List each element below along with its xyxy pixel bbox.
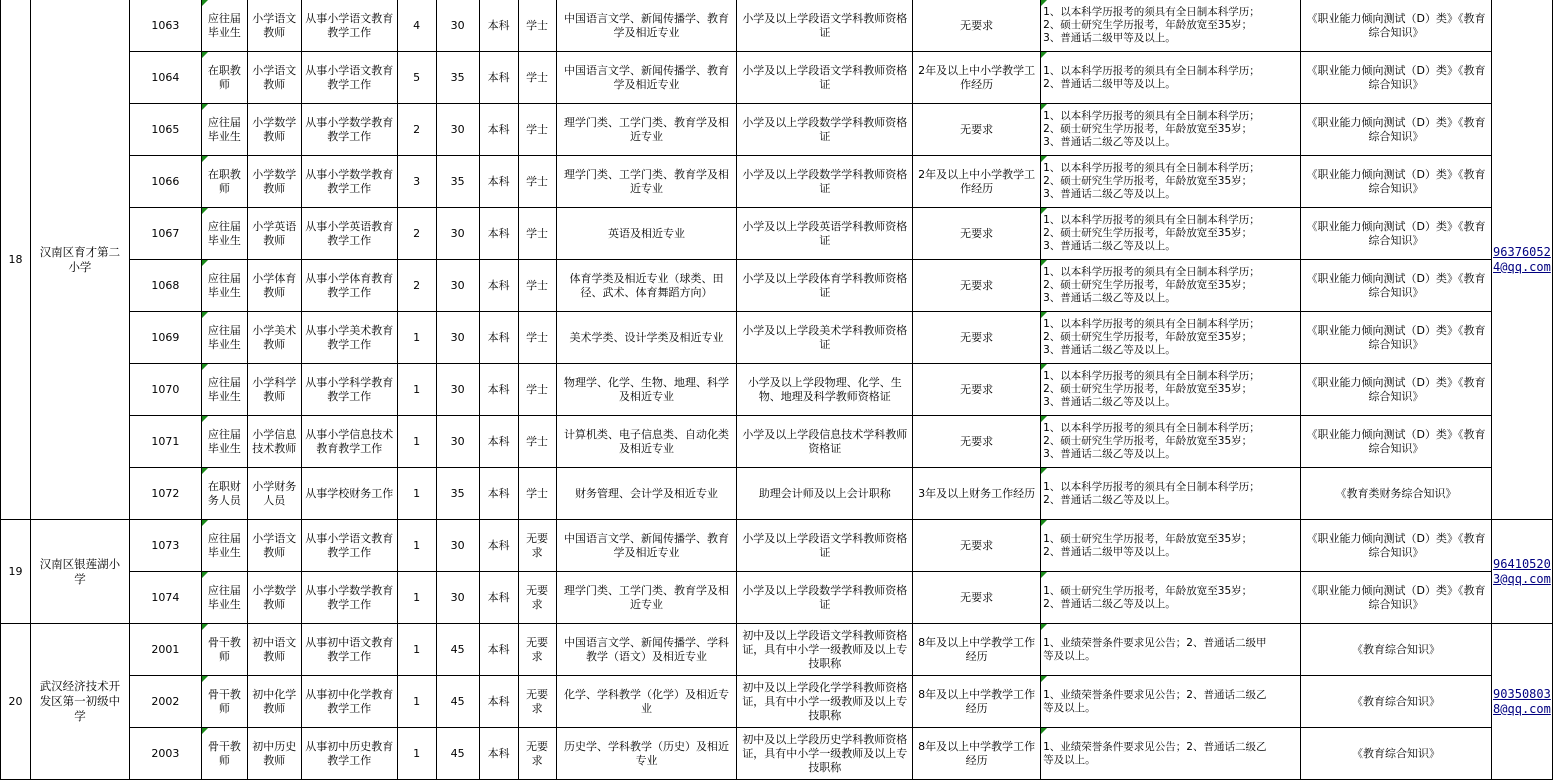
post-name: 小学英语教师 xyxy=(247,208,301,260)
post-name: 小学财务人员 xyxy=(247,468,301,520)
age-limit: 35 xyxy=(436,52,479,104)
requirement-line: 2、普通话二级乙等及以上。 xyxy=(1043,597,1176,610)
post-name: 小学美术教师 xyxy=(247,312,301,364)
post-code: 1065 xyxy=(129,104,201,156)
major-requirement: 英语及相近专业 xyxy=(556,208,737,260)
post-name: 初中历史教师 xyxy=(247,728,301,780)
post-code: 1063 xyxy=(129,0,201,52)
other-requirements xyxy=(1041,624,1301,676)
certificate-requirement: 小学及以上学段物理、化学、生物、地理及科学教师资格证 xyxy=(737,364,913,416)
requirement-line: 2、硕士研究生学历报考，年龄放宽至35岁； xyxy=(1043,175,1253,187)
other-requirements xyxy=(1041,312,1301,364)
post-name: 小学语文教师 xyxy=(247,0,301,52)
exam-subjects: 《职业能力倾向测试（D）类》《教育综合知识》 xyxy=(1301,312,1492,364)
table-row xyxy=(1,156,1553,208)
table-row xyxy=(1,572,1553,624)
table-row xyxy=(1,468,1553,520)
other-requirements xyxy=(1041,468,1301,520)
candidate-type: 应往届毕业生 xyxy=(201,208,247,260)
candidate-type: 在职财务人员 xyxy=(201,468,247,520)
experience-requirement: 无要求 xyxy=(913,104,1041,156)
hiring-count: 1 xyxy=(397,676,436,728)
post-code: 1064 xyxy=(129,52,201,104)
exam-subjects: 《职业能力倾向测试（D）类》《教育综合知识》 xyxy=(1301,260,1492,312)
candidate-type: 应往届毕业生 xyxy=(201,312,247,364)
candidate-type: 应往届毕业生 xyxy=(201,0,247,52)
age-limit: 35 xyxy=(436,156,479,208)
certificate-requirement: 助理会计师及以上会计职称 xyxy=(737,468,913,520)
duty-description: 从事小学数学教育教学工作 xyxy=(301,104,397,156)
exam-subjects: 《职业能力倾向测试（D）类》《教育综合知识》 xyxy=(1301,208,1492,260)
education: 本科 xyxy=(479,520,518,572)
certificate-requirement: 小学及以上学段数学学科教师资格证 xyxy=(737,104,913,156)
contact-email[interactable]: 903508038@qq.com xyxy=(1491,624,1552,780)
other-requirements xyxy=(1041,364,1301,416)
hiring-count: 1 xyxy=(397,468,436,520)
education: 本科 xyxy=(479,364,518,416)
other-requirements xyxy=(1041,156,1301,208)
age-limit: 30 xyxy=(436,312,479,364)
other-requirements xyxy=(1041,0,1301,52)
experience-requirement: 8年及以上中学教学工作经历 xyxy=(913,676,1041,728)
exam-subjects: 《职业能力倾向测试（D）类》《教育综合知识》 xyxy=(1301,572,1492,624)
exam-subjects: 《职业能力倾向测试（D）类》《教育综合知识》 xyxy=(1301,364,1492,416)
requirement-line: 3、普通话二级乙等及以上。 xyxy=(1043,292,1176,304)
post-name: 小学信息技术教师 xyxy=(247,416,301,468)
post-code: 2003 xyxy=(129,728,201,780)
exam-subjects: 《教育综合知识》 xyxy=(1301,728,1492,780)
exam-subjects: 《职业能力倾向测试（D）类》《教育综合知识》 xyxy=(1301,416,1492,468)
requirement-line: 2、硕士研究生学历报考，年龄放宽至35岁； xyxy=(1043,435,1253,447)
post-name: 小学科学教师 xyxy=(247,364,301,416)
certificate-requirement: 小学及以上学段语文学科教师资格证 xyxy=(737,520,913,572)
requirement-line: 2、硕士研究生学历报考，年龄放宽至35岁； xyxy=(1043,19,1253,31)
education: 本科 xyxy=(479,572,518,624)
requirement-line: 2、硕士研究生学历报考，年龄放宽至35岁； xyxy=(1043,227,1253,239)
hiring-count: 2 xyxy=(397,260,436,312)
duty-description: 从事学校财务工作 xyxy=(301,468,397,520)
requirement-line: 1、以本科学历报考的须具有全日制本科学历； xyxy=(1043,64,1260,77)
table-row xyxy=(1,312,1553,364)
post-code: 1067 xyxy=(129,208,201,260)
requirement-line: 2、普通话二级甲等及以上。 xyxy=(1043,77,1176,90)
exam-subjects: 《职业能力倾向测试（D）类》《教育综合知识》 xyxy=(1301,104,1492,156)
major-requirement: 理学门类、工学门类、教育学及相近专业 xyxy=(556,156,737,208)
post-name: 小学体育教师 xyxy=(247,260,301,312)
experience-requirement: 无要求 xyxy=(913,208,1041,260)
post-code: 1074 xyxy=(129,572,201,624)
table-row xyxy=(1,104,1553,156)
age-limit: 45 xyxy=(436,728,479,780)
post-code: 1069 xyxy=(129,312,201,364)
post-code: 1068 xyxy=(129,260,201,312)
exam-subjects: 《教育综合知识》 xyxy=(1301,624,1492,676)
post-name: 小学语文教师 xyxy=(247,52,301,104)
degree: 无要求 xyxy=(518,624,556,676)
requirement-line: 1、业绩荣誉条件要求见公告；2、普通话二级乙 xyxy=(1043,740,1267,753)
hiring-count: 5 xyxy=(397,52,436,104)
experience-requirement: 3年及以上财务工作经历 xyxy=(913,468,1041,520)
unit-name: 武汉经济技术开发区第一初级中学 xyxy=(30,624,129,780)
exam-subjects: 《职业能力倾向测试（D）类》《教育综合知识》 xyxy=(1301,156,1492,208)
other-requirements xyxy=(1041,676,1301,728)
major-requirement: 理学门类、工学门类、教育学及相近专业 xyxy=(556,104,737,156)
post-code: 1073 xyxy=(129,520,201,572)
certificate-requirement: 初中及以上学段化学学科教师资格证，具有中小学一级教师及以上专技职称 xyxy=(737,676,913,728)
experience-requirement: 无要求 xyxy=(913,416,1041,468)
age-limit: 45 xyxy=(436,624,479,676)
seq-number: 18 xyxy=(1,0,31,520)
duty-description: 从事小学英语教育教学工作 xyxy=(301,208,397,260)
duty-description: 从事初中语文教育教学工作 xyxy=(301,624,397,676)
other-requirements xyxy=(1041,104,1301,156)
degree: 学士 xyxy=(518,468,556,520)
requirement-line: 等及以上。 xyxy=(1043,701,1096,714)
post-name: 小学数学教师 xyxy=(247,572,301,624)
duty-description: 从事小学科学教育教学工作 xyxy=(301,364,397,416)
contact-email[interactable]: 963760524@qq.com xyxy=(1491,0,1552,520)
certificate-requirement: 小学及以上学段数学学科教师资格证 xyxy=(737,156,913,208)
experience-requirement: 无要求 xyxy=(913,260,1041,312)
requirement-line: 1、以本科学历报考的须具有全日制本科学历； xyxy=(1043,162,1260,174)
hiring-count: 1 xyxy=(397,416,436,468)
certificate-requirement: 小学及以上学段信息技术学科教师资格证 xyxy=(737,416,913,468)
experience-requirement: 2年及以上中小学教学工作经历 xyxy=(913,52,1041,104)
table-row xyxy=(1,520,1553,572)
degree: 学士 xyxy=(518,52,556,104)
major-requirement: 计算机类、电子信息类、自动化类及相近专业 xyxy=(556,416,737,468)
education: 本科 xyxy=(479,676,518,728)
major-requirement: 财务管理、会计学及相近专业 xyxy=(556,468,737,520)
hiring-count: 4 xyxy=(397,0,436,52)
major-requirement: 中国语言文学、新闻传播学、教育学及相近专业 xyxy=(556,520,737,572)
certificate-requirement: 初中及以上学段历史学科教师资格证，具有中小学一级教师及以上专技职称 xyxy=(737,728,913,780)
certificate-requirement: 初中及以上学段语文学科教师资格证，具有中小学一级教师及以上专技职称 xyxy=(737,624,913,676)
table-row xyxy=(1,676,1553,728)
requirement-line: 3、普通话二级乙等及以上。 xyxy=(1043,240,1176,252)
degree: 学士 xyxy=(518,156,556,208)
hiring-count: 2 xyxy=(397,104,436,156)
education: 本科 xyxy=(479,624,518,676)
post-code: 1072 xyxy=(129,468,201,520)
post-name: 初中化学教师 xyxy=(247,676,301,728)
requirement-line: 1、以本科学历报考的须具有全日制本科学历； xyxy=(1043,370,1260,382)
education: 本科 xyxy=(479,104,518,156)
candidate-type: 骨干教师 xyxy=(201,676,247,728)
post-name: 小学语文教师 xyxy=(247,520,301,572)
candidate-type: 应往届毕业生 xyxy=(201,416,247,468)
certificate-requirement: 小学及以上学段体育学科教师资格证 xyxy=(737,260,913,312)
education: 本科 xyxy=(479,208,518,260)
table-row xyxy=(1,208,1553,260)
age-limit: 30 xyxy=(436,520,479,572)
experience-requirement: 无要求 xyxy=(913,0,1041,52)
hiring-count: 1 xyxy=(397,364,436,416)
requirement-line: 2、普通话二级乙等及以上。 xyxy=(1043,493,1176,506)
major-requirement: 理学门类、工学门类、教育学及相近专业 xyxy=(556,572,737,624)
candidate-type: 应往届毕业生 xyxy=(201,260,247,312)
certificate-requirement: 小学及以上学段美术学科教师资格证 xyxy=(737,312,913,364)
requirement-line: 1、业绩荣誉条件要求见公告；2、普通话二级乙 xyxy=(1043,688,1267,701)
age-limit: 30 xyxy=(436,416,479,468)
candidate-type: 在职教师 xyxy=(201,156,247,208)
hiring-count: 2 xyxy=(397,208,436,260)
degree: 无要求 xyxy=(518,572,556,624)
exam-subjects: 《职业能力倾向测试（D）类》《教育综合知识》 xyxy=(1301,520,1492,572)
post-name: 小学数学教师 xyxy=(247,104,301,156)
certificate-requirement: 小学及以上学段语文学科教师资格证 xyxy=(737,52,913,104)
age-limit: 45 xyxy=(436,676,479,728)
duty-description: 从事小学语文教育教学工作 xyxy=(301,52,397,104)
major-requirement: 历史学、学科教学（历史）及相近专业 xyxy=(556,728,737,780)
table-row xyxy=(1,52,1553,104)
candidate-type: 骨干教师 xyxy=(201,624,247,676)
certificate-requirement: 小学及以上学段数学学科教师资格证 xyxy=(737,572,913,624)
requirement-line: 1、以本科学历报考的须具有全日制本科学历； xyxy=(1043,110,1260,122)
major-requirement: 中国语言文学、新闻传播学、教育学及相近专业 xyxy=(556,0,737,52)
table-row xyxy=(1,728,1553,780)
age-limit: 30 xyxy=(436,572,479,624)
age-limit: 30 xyxy=(436,0,479,52)
certificate-requirement: 小学及以上学段语文学科教师资格证 xyxy=(737,0,913,52)
requirement-line: 2、普通话二级甲等及以上。 xyxy=(1043,545,1176,558)
major-requirement: 中国语言文学、新闻传播学、学科教学（语文）及相近专业 xyxy=(556,624,737,676)
requirement-line: 1、以本科学历报考的须具有全日制本科学历； xyxy=(1043,266,1260,278)
degree: 学士 xyxy=(518,416,556,468)
duty-description: 从事小学信息技术教育教学工作 xyxy=(301,416,397,468)
requirement-line: 1、硕士研究生学历报考，年龄放宽至35岁； xyxy=(1043,584,1253,597)
major-requirement: 化学、学科教学（化学）及相近专业 xyxy=(556,676,737,728)
hiring-count: 3 xyxy=(397,156,436,208)
degree: 无要求 xyxy=(518,728,556,780)
degree: 学士 xyxy=(518,208,556,260)
requirement-line: 3、普通话二级乙等及以上。 xyxy=(1043,448,1176,460)
experience-requirement: 无要求 xyxy=(913,520,1041,572)
other-requirements xyxy=(1041,52,1301,104)
duty-description: 从事小学体育教育教学工作 xyxy=(301,260,397,312)
age-limit: 30 xyxy=(436,208,479,260)
candidate-type: 应往届毕业生 xyxy=(201,104,247,156)
requirement-line: 2、硕士研究生学历报考，年龄放宽至35岁； xyxy=(1043,383,1253,395)
hiring-count: 1 xyxy=(397,520,436,572)
hiring-count: 1 xyxy=(397,572,436,624)
unit-name: 汉南区育才第二小学 xyxy=(30,0,129,520)
candidate-type: 在职教师 xyxy=(201,52,247,104)
hiring-count: 1 xyxy=(397,312,436,364)
hiring-count: 1 xyxy=(397,624,436,676)
other-requirements xyxy=(1041,416,1301,468)
requirement-line: 3、普通话二级甲等及以上。 xyxy=(1043,32,1176,44)
experience-requirement: 无要求 xyxy=(913,312,1041,364)
education: 本科 xyxy=(479,416,518,468)
table-row xyxy=(1,260,1553,312)
duty-description: 从事初中历史教育教学工作 xyxy=(301,728,397,780)
experience-requirement: 8年及以上中学教学工作经历 xyxy=(913,728,1041,780)
table-row xyxy=(1,416,1553,468)
requirement-line: 1、以本科学历报考的须具有全日制本科学历； xyxy=(1043,214,1260,226)
duty-description: 从事小学数学教育教学工作 xyxy=(301,572,397,624)
post-code: 2002 xyxy=(129,676,201,728)
requirement-line: 等及以上。 xyxy=(1043,753,1096,766)
degree: 学士 xyxy=(518,312,556,364)
requirement-line: 2、硕士研究生学历报考，年龄放宽至35岁； xyxy=(1043,331,1253,343)
education: 本科 xyxy=(479,312,518,364)
requirement-line: 1、业绩荣誉条件要求见公告；2、普通话二级甲 xyxy=(1043,636,1267,649)
duty-description: 从事小学数学教育教学工作 xyxy=(301,156,397,208)
seq-number: 19 xyxy=(1,520,31,624)
exam-subjects: 《教育类财务综合知识》 xyxy=(1301,468,1492,520)
other-requirements xyxy=(1041,572,1301,624)
post-code: 1070 xyxy=(129,364,201,416)
candidate-type: 应往届毕业生 xyxy=(201,572,247,624)
candidate-type: 应往届毕业生 xyxy=(201,364,247,416)
age-limit: 35 xyxy=(436,468,479,520)
degree: 学士 xyxy=(518,104,556,156)
experience-requirement: 2年及以上中小学教学工作经历 xyxy=(913,156,1041,208)
table-row xyxy=(1,0,1553,52)
requirement-line: 1、以本科学历报考的须具有全日制本科学历； xyxy=(1043,6,1260,18)
requirement-line: 3、普通话二级乙等及以上。 xyxy=(1043,396,1176,408)
experience-requirement: 无要求 xyxy=(913,572,1041,624)
other-requirements xyxy=(1041,260,1301,312)
post-name: 小学数学教师 xyxy=(247,156,301,208)
education: 本科 xyxy=(479,52,518,104)
major-requirement: 美术学类、设计学类及相近专业 xyxy=(556,312,737,364)
requirement-line: 等及以上。 xyxy=(1043,649,1096,662)
contact-email[interactable]: 964105203@qq.com xyxy=(1491,520,1552,624)
experience-requirement: 8年及以上中学教学工作经历 xyxy=(913,624,1041,676)
candidate-type: 骨干教师 xyxy=(201,728,247,780)
experience-requirement: 无要求 xyxy=(913,364,1041,416)
exam-subjects: 《职业能力倾向测试（D）类》《教育综合知识》 xyxy=(1301,0,1492,52)
other-requirements xyxy=(1041,728,1301,780)
degree: 无要求 xyxy=(518,676,556,728)
duty-description: 从事小学语文教育教学工作 xyxy=(301,520,397,572)
certificate-requirement: 小学及以上学段英语学科教师资格证 xyxy=(737,208,913,260)
requirement-line: 1、以本科学历报考的须具有全日制本科学历； xyxy=(1043,422,1260,434)
post-code: 1071 xyxy=(129,416,201,468)
duty-description: 从事小学语文教育教学工作 xyxy=(301,0,397,52)
age-limit: 30 xyxy=(436,364,479,416)
requirement-line: 1、硕士研究生学历报考，年龄放宽至35岁； xyxy=(1043,532,1253,545)
seq-number: 20 xyxy=(1,624,31,780)
requirement-line: 3、普通话二级乙等及以上。 xyxy=(1043,188,1176,200)
education: 本科 xyxy=(479,260,518,312)
hiring-count: 1 xyxy=(397,728,436,780)
major-requirement: 物理学、化学、生物、地理、科学及相近专业 xyxy=(556,364,737,416)
table-row xyxy=(1,364,1553,416)
requirement-line: 3、普通话二级乙等及以上。 xyxy=(1043,136,1176,148)
other-requirements xyxy=(1041,208,1301,260)
degree: 学士 xyxy=(518,364,556,416)
degree: 学士 xyxy=(518,0,556,52)
post-name: 初中语文教师 xyxy=(247,624,301,676)
duty-description: 从事小学美术教育教学工作 xyxy=(301,312,397,364)
education: 本科 xyxy=(479,728,518,780)
requirement-line: 1、以本科学历报考的须具有全日制本科学历； xyxy=(1043,318,1260,330)
age-limit: 30 xyxy=(436,104,479,156)
requirement-line: 2、硕士研究生学历报考，年龄放宽至35岁； xyxy=(1043,123,1253,135)
education: 本科 xyxy=(479,156,518,208)
other-requirements xyxy=(1041,520,1301,572)
education: 本科 xyxy=(479,0,518,52)
table-row xyxy=(1,624,1553,676)
degree: 无要求 xyxy=(518,520,556,572)
duty-description: 从事初中化学教育教学工作 xyxy=(301,676,397,728)
major-requirement: 中国语言文学、新闻传播学、教育学及相近专业 xyxy=(556,52,737,104)
candidate-type: 应往届毕业生 xyxy=(201,520,247,572)
post-code: 2001 xyxy=(129,624,201,676)
requirement-line: 1、以本科学历报考的须具有全日制本科学历； xyxy=(1043,480,1260,493)
education: 本科 xyxy=(479,468,518,520)
age-limit: 30 xyxy=(436,260,479,312)
post-code: 1066 xyxy=(129,156,201,208)
major-requirement: 体育学类及相近专业（球类、田径、武术、体育舞蹈方向） xyxy=(556,260,737,312)
exam-subjects: 《职业能力倾向测试（D）类》《教育综合知识》 xyxy=(1301,52,1492,104)
unit-name: 汉南区银莲湖小学 xyxy=(30,520,129,624)
exam-subjects: 《教育综合知识》 xyxy=(1301,676,1492,728)
requirement-line: 3、普通话二级乙等及以上。 xyxy=(1043,344,1176,356)
requirement-line: 2、硕士研究生学历报考，年龄放宽至35岁； xyxy=(1043,279,1253,291)
degree: 学士 xyxy=(518,260,556,312)
